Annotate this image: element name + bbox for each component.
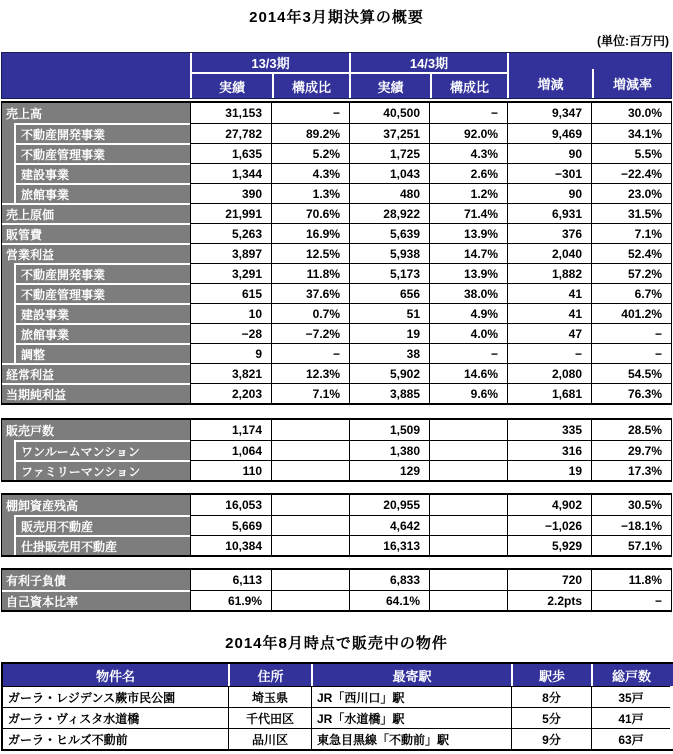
- value-cell: 2,080: [507, 363, 591, 383]
- value-cell: [271, 590, 349, 610]
- value-cell: 57.2%: [591, 263, 671, 283]
- value-cell: [429, 495, 507, 515]
- value-cell: 12.3%: [271, 363, 349, 383]
- value-cell: 14.7%: [429, 243, 507, 263]
- indent-strip: [2, 440, 14, 460]
- row-label: [2, 535, 190, 555]
- value-cell: 7.1%: [271, 383, 349, 403]
- value-cell: 316: [507, 440, 591, 460]
- row-label: [2, 590, 190, 610]
- row-label: [2, 515, 190, 535]
- header-group-13-3: [190, 53, 349, 98]
- value-cell: 64.1%: [349, 590, 429, 610]
- row-label-text: 営業利益: [2, 243, 190, 263]
- value-cell: 11.8%: [271, 263, 349, 283]
- value-cell: 31.5%: [591, 203, 671, 223]
- value-cell: 14.6%: [429, 363, 507, 383]
- value-cell: 12.5%: [271, 243, 349, 263]
- value-cell: 30.5%: [591, 495, 671, 515]
- value-cell: 1.2%: [429, 183, 507, 203]
- table-row: [2, 303, 671, 323]
- value-cell: 1,635: [190, 143, 271, 163]
- debt-block: [1, 568, 672, 612]
- row-label-text: 旅館事業: [14, 323, 190, 343]
- value-cell: 2,203: [190, 383, 271, 403]
- header-composition-13-3: 構成比: [272, 74, 349, 98]
- row-label: [2, 570, 190, 590]
- value-cell: −: [429, 103, 507, 123]
- value-cell: 9,469: [507, 123, 591, 143]
- property-address: 埼玉県: [228, 686, 311, 707]
- properties-table: [1, 662, 673, 751]
- value-cell: 16.9%: [271, 223, 349, 243]
- value-cell: 37,251: [349, 123, 429, 143]
- value-cell: [271, 495, 349, 515]
- value-cell: −: [271, 103, 349, 123]
- property-name: ガーラ・レジデンス蕨市民公園: [3, 686, 228, 707]
- table-row: [2, 103, 671, 123]
- property-walk: 5分: [511, 707, 591, 728]
- value-cell: [271, 515, 349, 535]
- table-row: [2, 243, 671, 263]
- summary-table-body: [1, 101, 672, 612]
- property-walk: 9分: [511, 728, 591, 749]
- row-label: [2, 163, 190, 183]
- value-cell: 28.5%: [591, 420, 671, 440]
- value-cell: 41: [507, 283, 591, 303]
- summary-table-header: [1, 52, 672, 99]
- value-cell: 61.9%: [190, 590, 271, 610]
- value-cell: 4.3%: [271, 163, 349, 183]
- value-cell: 16,313: [349, 535, 429, 555]
- block-gap: [1, 557, 672, 568]
- value-cell: 4.3%: [429, 143, 507, 163]
- property-name: ガーラ・ヒルズ不動前: [3, 728, 228, 749]
- value-cell: 41: [507, 303, 591, 323]
- table-row: [2, 363, 671, 383]
- summary-title: 2014年3月期決算の概要: [249, 9, 424, 26]
- row-label-text: 販売用不動産: [14, 515, 190, 535]
- value-cell: [271, 570, 349, 590]
- row-label: [2, 123, 190, 143]
- header-period-14-3: 14/3期: [351, 53, 507, 74]
- value-cell: 92.0%: [429, 123, 507, 143]
- value-cell: 47: [507, 323, 591, 343]
- row-label-text: 売上高: [6, 106, 43, 121]
- value-cell: 19: [349, 323, 429, 343]
- row-label: [2, 440, 190, 460]
- row-label-text: 売上原価: [2, 203, 190, 223]
- value-cell: 71.4%: [429, 203, 507, 223]
- table-row: [2, 590, 671, 610]
- summary-table: [1, 52, 672, 612]
- value-cell: 5,938: [349, 243, 429, 263]
- value-cell: 17.3%: [591, 460, 671, 480]
- value-cell: 40,500: [349, 103, 429, 123]
- value-cell: 70.6%: [271, 203, 349, 223]
- header-empty-corner: [2, 53, 190, 98]
- value-cell: [429, 590, 507, 610]
- row-label: [2, 103, 190, 123]
- value-cell: 401.2%: [591, 303, 671, 323]
- value-cell: 90: [507, 183, 591, 203]
- value-cell: 23.0%: [591, 183, 671, 203]
- value-cell: 30.0%: [591, 103, 671, 123]
- header-nearest-station: 最寄駅: [311, 664, 511, 686]
- value-cell: 2,040: [507, 243, 591, 263]
- value-cell: [271, 460, 349, 480]
- header-period-13-3: 13/3期: [192, 53, 349, 74]
- table-row: [2, 460, 671, 480]
- properties-table-header: [3, 664, 673, 686]
- value-cell: −28: [190, 323, 271, 343]
- value-cell: 9: [190, 343, 271, 363]
- value-cell: 110: [190, 460, 271, 480]
- value-cell: 38.0%: [429, 283, 507, 303]
- value-cell: 1,681: [507, 383, 591, 403]
- value-cell: 10: [190, 303, 271, 323]
- table-row: [2, 495, 671, 515]
- row-label: [2, 283, 190, 303]
- value-cell: 2.6%: [429, 163, 507, 183]
- row-label-text: 有利子負債: [6, 573, 67, 588]
- value-cell: 1,882: [507, 263, 591, 283]
- row-label-text: 仕掛販売用不動産: [14, 535, 190, 555]
- row-label: [2, 223, 190, 243]
- property-row: [3, 707, 673, 728]
- block-gap: [1, 482, 672, 493]
- table-row: [2, 183, 671, 203]
- table-row: [2, 263, 671, 283]
- value-cell: 5,639: [349, 223, 429, 243]
- table-row: [2, 283, 671, 303]
- value-cell: [429, 515, 507, 535]
- value-cell: 335: [507, 420, 591, 440]
- value-cell: −: [591, 590, 671, 610]
- indent-strip: [2, 303, 14, 323]
- row-label: [2, 383, 190, 403]
- properties-table-body: [3, 686, 673, 749]
- value-cell: 31,153: [190, 103, 271, 123]
- value-cell: 5,173: [349, 263, 429, 283]
- row-label-text: 販管費: [2, 223, 190, 243]
- value-cell: 4.0%: [429, 323, 507, 343]
- row-label-text: 当期純利益: [2, 383, 190, 403]
- value-cell: 52.4%: [591, 243, 671, 263]
- value-cell: 4,642: [349, 515, 429, 535]
- row-label: [2, 323, 190, 343]
- indent-strip: [2, 123, 14, 143]
- value-cell: [271, 440, 349, 460]
- value-cell: 7.1%: [591, 223, 671, 243]
- indent-strip: [2, 460, 14, 480]
- header-composition-14-3: 構成比: [430, 74, 507, 98]
- value-cell: 1,344: [190, 163, 271, 183]
- units-sold-block: [1, 418, 672, 482]
- table-row: [2, 343, 671, 363]
- header-change-rate: 増減率: [592, 69, 671, 98]
- row-label: [2, 203, 190, 223]
- table-row: [2, 420, 671, 440]
- value-cell: [429, 440, 507, 460]
- property-units: 35戸: [591, 686, 670, 707]
- row-label: [2, 343, 190, 363]
- table-row: [2, 515, 671, 535]
- table-row: [2, 440, 671, 460]
- header-actual-14-3: 実績: [377, 79, 404, 95]
- value-cell: −: [507, 343, 591, 363]
- indent-strip: [2, 163, 14, 183]
- inventory-block: [1, 493, 672, 557]
- row-label-text: 不動産管理事業: [14, 283, 190, 303]
- table-row: [2, 323, 671, 343]
- value-cell: [429, 570, 507, 590]
- row-label: [2, 363, 190, 383]
- row-label-text: 建設事業: [14, 303, 190, 323]
- value-cell: 1,380: [349, 440, 429, 460]
- row-label: [2, 183, 190, 203]
- value-cell: −: [591, 343, 671, 363]
- header-change: 増減: [537, 77, 564, 92]
- value-cell: 5,263: [190, 223, 271, 243]
- value-cell: 6,113: [190, 570, 271, 590]
- value-cell: [429, 420, 507, 440]
- header-total-units: 総戸数: [591, 664, 670, 686]
- row-label: [2, 420, 190, 440]
- indent-strip: [2, 323, 14, 343]
- table-row: [2, 163, 671, 183]
- value-cell: 3,885: [349, 383, 429, 403]
- value-cell: 390: [190, 183, 271, 203]
- value-cell: 5.5%: [591, 143, 671, 163]
- value-cell: 0.7%: [271, 303, 349, 323]
- value-cell: 3,897: [190, 243, 271, 263]
- value-cell: −7.2%: [271, 323, 349, 343]
- value-cell: 89.2%: [271, 123, 349, 143]
- pl-block: [1, 101, 672, 405]
- value-cell: 9.6%: [429, 383, 507, 403]
- value-cell: 480: [349, 183, 429, 203]
- row-label-text: 棚卸資産残高: [6, 498, 79, 513]
- property-station: JR「西川口」駅: [311, 686, 511, 707]
- table-row: [2, 570, 671, 590]
- row-label-text: 不動産開発事業: [14, 123, 190, 143]
- value-cell: −: [591, 323, 671, 343]
- header-change-group: [507, 53, 671, 98]
- property-name: ガーラ・ヴィスタ水道橋: [3, 707, 228, 728]
- row-label-text: 自己資本比率: [2, 590, 190, 610]
- value-cell: 21,991: [190, 203, 271, 223]
- value-cell: 37.6%: [271, 283, 349, 303]
- table-row: [2, 383, 671, 403]
- row-label-text: 不動産開発事業: [14, 263, 190, 283]
- value-cell: 28,922: [349, 203, 429, 223]
- value-cell: 29.7%: [591, 440, 671, 460]
- properties-title: 2014年8月時点で販売中の物件: [225, 635, 448, 652]
- value-cell: 3,821: [190, 363, 271, 383]
- property-station: 東急目黒線「不動前」駅: [311, 728, 511, 749]
- row-label-text: 不動産管理事業: [14, 143, 190, 163]
- value-cell: 376: [507, 223, 591, 243]
- value-cell: −301: [507, 163, 591, 183]
- row-label: [2, 495, 190, 515]
- value-cell: 5,669: [190, 515, 271, 535]
- property-station: JR「水道橋」駅: [311, 707, 511, 728]
- value-cell: 2.2pts: [507, 590, 591, 610]
- value-cell: 1,725: [349, 143, 429, 163]
- row-label-text: 調整: [14, 343, 190, 363]
- row-label: [2, 263, 190, 283]
- value-cell: 51: [349, 303, 429, 323]
- value-cell: 4,902: [507, 495, 591, 515]
- indent-strip: [2, 283, 14, 303]
- value-cell: 129: [349, 460, 429, 480]
- table-row: [2, 535, 671, 555]
- value-cell: 4.9%: [429, 303, 507, 323]
- value-cell: [271, 420, 349, 440]
- value-cell: 1,174: [190, 420, 271, 440]
- row-label: [2, 460, 190, 480]
- value-cell: 3,291: [190, 263, 271, 283]
- table-row: [2, 223, 671, 243]
- row-label-text: ワンルームマンション: [14, 440, 190, 460]
- property-row: [3, 686, 673, 707]
- property-row: [3, 728, 673, 749]
- value-cell: [429, 460, 507, 480]
- indent-strip: [2, 263, 14, 283]
- value-cell: 90: [507, 143, 591, 163]
- row-label-text: 販売戸数: [6, 423, 55, 438]
- row-label-text: ファミリーマンション: [14, 460, 190, 480]
- value-cell: 13.9%: [429, 263, 507, 283]
- indent-strip: [2, 183, 14, 203]
- value-cell: 6,931: [507, 203, 591, 223]
- row-label-text: 経常利益: [2, 363, 190, 383]
- block-gap: [1, 405, 672, 418]
- header-actual-13-3: 実績: [218, 79, 245, 95]
- value-cell: 10,384: [190, 535, 271, 555]
- row-label: [2, 143, 190, 163]
- header-walk-minutes: 駅歩: [511, 664, 591, 686]
- value-cell: [271, 535, 349, 555]
- value-cell: 615: [190, 283, 271, 303]
- value-cell: 6,833: [349, 570, 429, 590]
- value-cell: 656: [349, 283, 429, 303]
- value-cell: 13.9%: [429, 223, 507, 243]
- value-cell: 1.3%: [271, 183, 349, 203]
- value-cell: 16,053: [190, 495, 271, 515]
- value-cell: 6.7%: [591, 283, 671, 303]
- indent-strip: [2, 343, 14, 363]
- value-cell: 720: [507, 570, 591, 590]
- indent-strip: [2, 515, 14, 535]
- row-label-text: 建設事業: [14, 163, 190, 183]
- value-cell: 5,929: [507, 535, 591, 555]
- value-cell: [429, 535, 507, 555]
- value-cell: 19: [507, 460, 591, 480]
- header-group-14-3: [349, 53, 507, 98]
- value-cell: −: [429, 343, 507, 363]
- value-cell: 38: [349, 343, 429, 363]
- property-address: 品川区: [228, 728, 311, 749]
- value-cell: 1,064: [190, 440, 271, 460]
- value-cell: 1,043: [349, 163, 429, 183]
- property-walk: 8分: [511, 686, 591, 707]
- indent-strip: [2, 143, 14, 163]
- value-cell: −1,026: [507, 515, 591, 535]
- header-address: 住所: [228, 664, 311, 686]
- value-cell: 9,347: [507, 103, 591, 123]
- property-units: 63戸: [591, 728, 670, 749]
- property-address: 千代田区: [228, 707, 311, 728]
- row-label: [2, 303, 190, 323]
- value-cell: −: [271, 343, 349, 363]
- indent-strip: [2, 535, 14, 555]
- value-cell: 27,782: [190, 123, 271, 143]
- value-cell: −22.4%: [591, 163, 671, 183]
- value-cell: 76.3%: [591, 383, 671, 403]
- value-cell: 11.8%: [591, 570, 671, 590]
- value-cell: 1,509: [349, 420, 429, 440]
- unit-note: (単位:百万円): [597, 34, 669, 48]
- property-units: 41戸: [591, 707, 670, 728]
- table-row: [2, 123, 671, 143]
- table-row: [2, 203, 671, 223]
- row-label: [2, 243, 190, 263]
- value-cell: 34.1%: [591, 123, 671, 143]
- value-cell: 57.1%: [591, 535, 671, 555]
- value-cell: 5.2%: [271, 143, 349, 163]
- value-cell: 54.5%: [591, 363, 671, 383]
- value-cell: −18.1%: [591, 515, 671, 535]
- table-row: [2, 143, 671, 163]
- value-cell: 5,902: [349, 363, 429, 383]
- row-label-text: 旅館事業: [14, 183, 190, 203]
- value-cell: 20,955: [349, 495, 429, 515]
- header-property-name: 物件名: [95, 668, 135, 684]
